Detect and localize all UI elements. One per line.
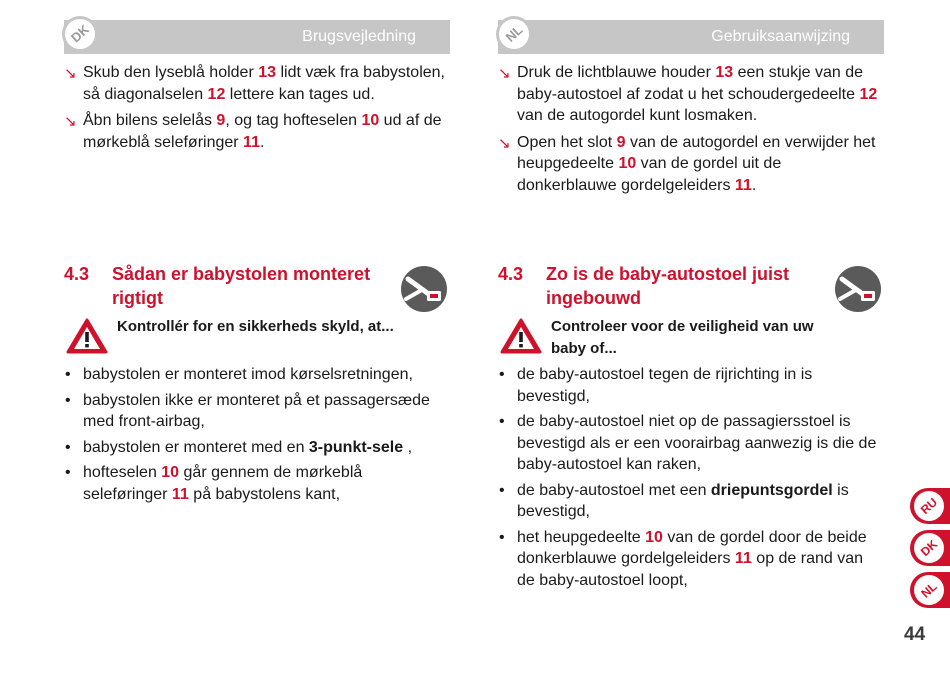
- warning-text: Kontrollér for en sikkerheds skyld, at...: [117, 318, 394, 335]
- emphasis-text: 3-punkt-sele: [308, 438, 404, 456]
- section-4-3: [64, 262, 450, 509]
- list-item: [498, 527, 884, 592]
- text-segment: Druk de lichtblauwe houder: [517, 64, 716, 81]
- seat-belt-icon: [834, 265, 882, 313]
- bullet-icon: •: [65, 366, 71, 383]
- reference-number: 12: [207, 85, 226, 103]
- arrow-icon: ↘: [498, 65, 511, 82]
- reference-number: 9: [616, 133, 626, 151]
- text-segment: babystolen er monteret med en: [83, 438, 309, 456]
- warning-icon: [66, 318, 108, 354]
- bullet-icon: •: [499, 413, 505, 430]
- arrow-icon: ↘: [498, 134, 511, 152]
- header-bar: [498, 20, 884, 54]
- instruction-step: [498, 62, 884, 127]
- list-item: [498, 480, 884, 523]
- text-segment: op de rand van de baby-autostoel loopt,: [517, 550, 864, 589]
- section-heading: [498, 262, 884, 310]
- warning-text: Controleer voor de veiligheid van uw baby of...: [551, 318, 814, 357]
- text-segment: Åbn bilens selelås: [83, 112, 217, 129]
- text-segment: de baby-autostoel niet op de passagiersstoel is bevestigd als er een voorairbag aanwezig is die de baby-autostoel kan raken,: [517, 413, 877, 473]
- text-segment: Open het slot: [517, 133, 617, 151]
- reference-number: 13: [258, 64, 277, 81]
- reference-number: 12: [859, 85, 878, 103]
- tab-ru[interactable]: RU: [910, 488, 950, 524]
- reference-number: 10: [161, 464, 180, 481]
- step-list: [64, 62, 450, 158]
- header-title: Brugsvejledning: [302, 28, 416, 45]
- reference-number: 11: [734, 550, 752, 567]
- section-heading: [64, 262, 450, 310]
- text-segment: .: [259, 133, 265, 151]
- text-segment: van de autogordel kunt losmaken.: [517, 107, 758, 124]
- text-segment: een stukje van de baby-autostoel af zodat u het schoudergedeelte: [517, 64, 864, 103]
- list-item: [64, 364, 450, 386]
- section-number: 4.3: [498, 264, 524, 284]
- reference-number: 10: [361, 112, 380, 129]
- reference-number: 10: [645, 528, 663, 546]
- reference-number: 11: [734, 176, 752, 194]
- reference-number: 10: [618, 155, 637, 172]
- instruction-step: [64, 110, 450, 153]
- text-segment: Skub den lyseblå holder: [83, 64, 259, 81]
- step-list: [498, 62, 884, 201]
- text-segment: ,: [403, 438, 413, 456]
- list-item: [64, 390, 450, 433]
- language-tabs: [902, 488, 950, 608]
- emphasis-text: driepuntsgordel: [710, 481, 833, 499]
- check-list: [498, 364, 884, 591]
- language-badge: DK: [62, 16, 98, 52]
- warning-icon: [500, 318, 542, 354]
- header-bar: [64, 20, 450, 54]
- check-list: [64, 364, 450, 505]
- text-segment: de baby-autostoel met een: [517, 481, 711, 499]
- page-number: 44: [904, 624, 926, 645]
- list-item: [498, 364, 884, 407]
- header-title: Gebruiksaanwijzing: [711, 28, 850, 45]
- section-4-3: [498, 262, 884, 595]
- text-segment: van de autogordel en verwijder het heupgedeelte: [517, 133, 876, 172]
- section-title: Zo is de baby-autostoel juist ingebouwd: [546, 264, 790, 308]
- bullet-icon: •: [499, 481, 505, 499]
- arrow-icon: ↘: [64, 65, 77, 82]
- text-segment: , og tag hofteselen: [225, 112, 362, 129]
- reference-number: 11: [171, 485, 189, 503]
- warning-note: [498, 316, 884, 362]
- reference-number: 9: [216, 112, 226, 129]
- text-segment: babystolen er monteret imod kørselsretningen,: [83, 366, 413, 383]
- reference-number: 11: [243, 133, 260, 151]
- section-number: 4.3: [64, 264, 90, 284]
- list-item: [64, 462, 450, 505]
- bullet-icon: •: [65, 391, 71, 409]
- text-segment: de baby-autostoel tegen de rijrichting in is bevestigd,: [517, 366, 813, 405]
- text-segment: ud af de mørkeblå seleføringer: [83, 112, 442, 151]
- bullet-icon: •: [65, 438, 71, 456]
- seat-belt-icon: [400, 265, 448, 313]
- text-segment: van de gordel uit de donkerblauwe gordelgeleiders: [517, 155, 782, 194]
- instruction-step: [64, 62, 450, 105]
- text-segment: hofteselen: [83, 464, 162, 481]
- tab-nl[interactable]: NL: [910, 572, 950, 608]
- text-segment: på babystolens kant,: [188, 485, 341, 503]
- tab-dk[interactable]: DK: [910, 530, 950, 566]
- text-segment: is bevestigd,: [517, 481, 849, 520]
- text-segment: lidt væk fra babystolen, så diagonalselen: [83, 64, 445, 103]
- bullet-icon: •: [499, 528, 505, 546]
- text-segment: babystolen ikke er monteret på et passagersæde med front-airbag,: [83, 391, 430, 430]
- bullet-icon: •: [499, 366, 505, 383]
- section-title: Sådan er babystolen monteret rigtigt: [112, 264, 371, 308]
- text-segment: .: [751, 176, 757, 194]
- text-segment: van de gordel door de beide donkerblauwe gordelgeleiders: [517, 528, 867, 567]
- warning-note: [64, 316, 450, 362]
- text-segment: lettere kan tages ud.: [225, 85, 375, 103]
- reference-number: 13: [715, 64, 734, 81]
- language-badge: NL: [496, 16, 532, 52]
- text-segment: het heupgedeelte: [517, 528, 646, 546]
- arrow-icon: ↘: [64, 113, 77, 130]
- list-item: [64, 437, 450, 459]
- list-item: [498, 411, 884, 476]
- bullet-icon: •: [65, 464, 71, 481]
- instruction-step: [498, 132, 884, 197]
- text-segment: går gennem de mørkeblå seleføringer: [83, 464, 363, 503]
